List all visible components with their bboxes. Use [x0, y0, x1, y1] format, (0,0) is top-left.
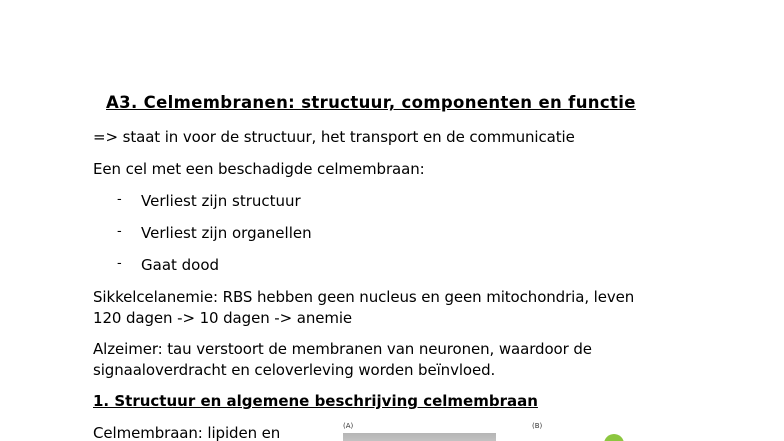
alzheimer-line-1: Alzeimer: tau verstoort de membranen van neuronen, waardoor de [93, 340, 592, 358]
sickle-cell-line-2: 120 dagen -> 10 dagen -> anemie [93, 309, 353, 327]
list-item-text: Verliest zijn structuur [141, 192, 301, 210]
list-item-text: Gaat dood [141, 256, 220, 274]
intro-text: => staat in voor de structuur, het transport en de communicatie [93, 128, 575, 146]
section-text: Celmembraan: lipiden en [93, 424, 281, 441]
alzheimer-line-2: signaaloverdracht en celoverleving worden beïnvloed. [93, 361, 496, 379]
section-heading: 1. Structuur en algemene beschrijving celmembraan [93, 392, 538, 410]
list-item-text: Verliest zijn organellen [141, 224, 312, 242]
figure-a-image [343, 433, 496, 441]
bullet-marker: - [117, 224, 122, 239]
bullet-marker: - [117, 256, 122, 271]
page-title: A3. Celmembranen: structuur, componenten en functie [106, 93, 636, 112]
figure-label-a: (A) [343, 422, 354, 430]
damaged-cell-heading: Een cel met een beschadigde celmembraan: [93, 160, 425, 178]
bullet-marker: - [117, 192, 122, 207]
figure-b-image [604, 434, 624, 441]
figure-label-b: (B) [532, 422, 543, 430]
sickle-cell-line-1: Sikkelcelanemie: RBS hebben geen nucleus en geen mitochondria, leven [93, 288, 635, 306]
